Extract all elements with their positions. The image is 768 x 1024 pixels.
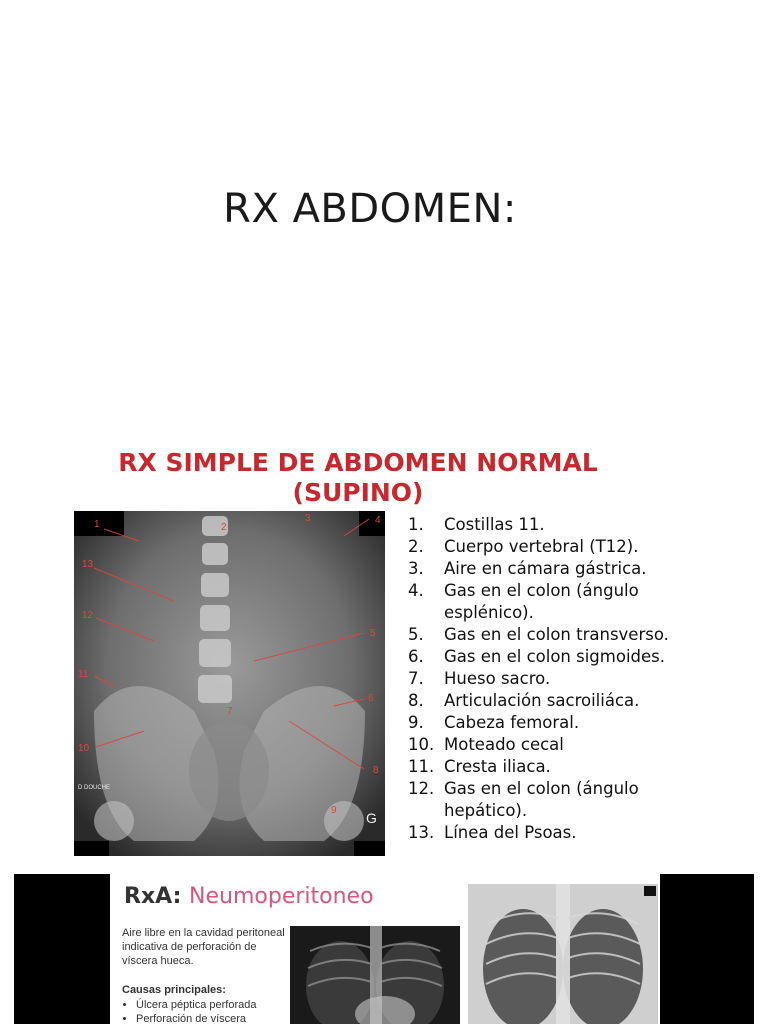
marker-12: 12 xyxy=(82,610,94,621)
legend-item: 5. Gas en el colon transverso. xyxy=(408,625,669,644)
panel-heading-line2: (SUPINO) xyxy=(292,478,424,507)
causes-list xyxy=(122,998,256,1024)
marker-6: 6 xyxy=(368,693,374,704)
rxa-title-accent: Neumoperitoneo xyxy=(189,884,374,909)
marker-2: 2 xyxy=(221,522,227,533)
list-item: • Perforación de víscera xyxy=(136,1012,256,1024)
marker-3: 3 xyxy=(305,513,311,524)
legend-item: 7. Hueso sacro. xyxy=(408,669,551,688)
marker-9: 9 xyxy=(331,805,337,816)
legend-item: 8. Articulación sacroiliáca. xyxy=(408,691,640,710)
legend-item: 9. Cabeza femoral. xyxy=(408,713,580,732)
structure-legend xyxy=(408,514,708,844)
marker-8: 8 xyxy=(373,765,379,776)
abdomen-xray-image xyxy=(74,511,385,856)
chest-xray-image-2 xyxy=(468,884,658,1024)
image-side-letter: G xyxy=(366,810,377,826)
rxa-title-prefix: RxA: xyxy=(124,884,182,909)
legend-item: 11. Cresta iliaca. xyxy=(408,757,551,776)
marker-13: 13 xyxy=(82,559,94,570)
legend-item: 6. Gas en el colon sigmoides. xyxy=(408,647,665,666)
slide-content xyxy=(110,874,660,1024)
legend-item: 4. Gas en el colon (ángulo esplénico). xyxy=(408,581,639,622)
legend-item: 12. Gas en el colon (ángulo hepático). xyxy=(408,779,639,820)
panel-heading xyxy=(118,448,598,508)
marker-4: 4 xyxy=(375,515,381,526)
legend-item: 13. Línea del Psoas. xyxy=(408,823,577,842)
image-watermark: D DOUCHE xyxy=(78,785,111,791)
panel-heading-line1: RX SIMPLE DE ABDOMEN NORMAL xyxy=(118,448,598,477)
pneumoperitoneum-slide xyxy=(14,874,754,1024)
legend-item: 1. Costillas 11. xyxy=(408,515,545,534)
legend-item: 2. Cuerpo vertebral (T12). xyxy=(408,537,639,556)
slide-title: RX ABDOMEN: xyxy=(223,186,517,232)
marker-7: 7 xyxy=(227,706,233,717)
legend-item: 3. Aire en cámara gástrica. xyxy=(408,559,647,578)
marker-1: 1 xyxy=(94,519,100,530)
legend-item: 10. Moteado cecal xyxy=(408,735,564,754)
marker-5: 5 xyxy=(370,628,376,639)
marker-11: 11 xyxy=(78,669,89,680)
chest-xray-image-1 xyxy=(290,926,460,1024)
causes-title: Causas principales: xyxy=(122,984,226,996)
rxa-description: Aire libre en la cavidad peritoneal indicativa de perforación de víscera hueca. xyxy=(122,927,285,967)
rxa-title xyxy=(124,884,374,909)
marker-10: 10 xyxy=(78,743,90,754)
abdomen-xray-panel xyxy=(68,440,708,858)
list-item: • Úlcera péptica perforada xyxy=(136,998,256,1012)
